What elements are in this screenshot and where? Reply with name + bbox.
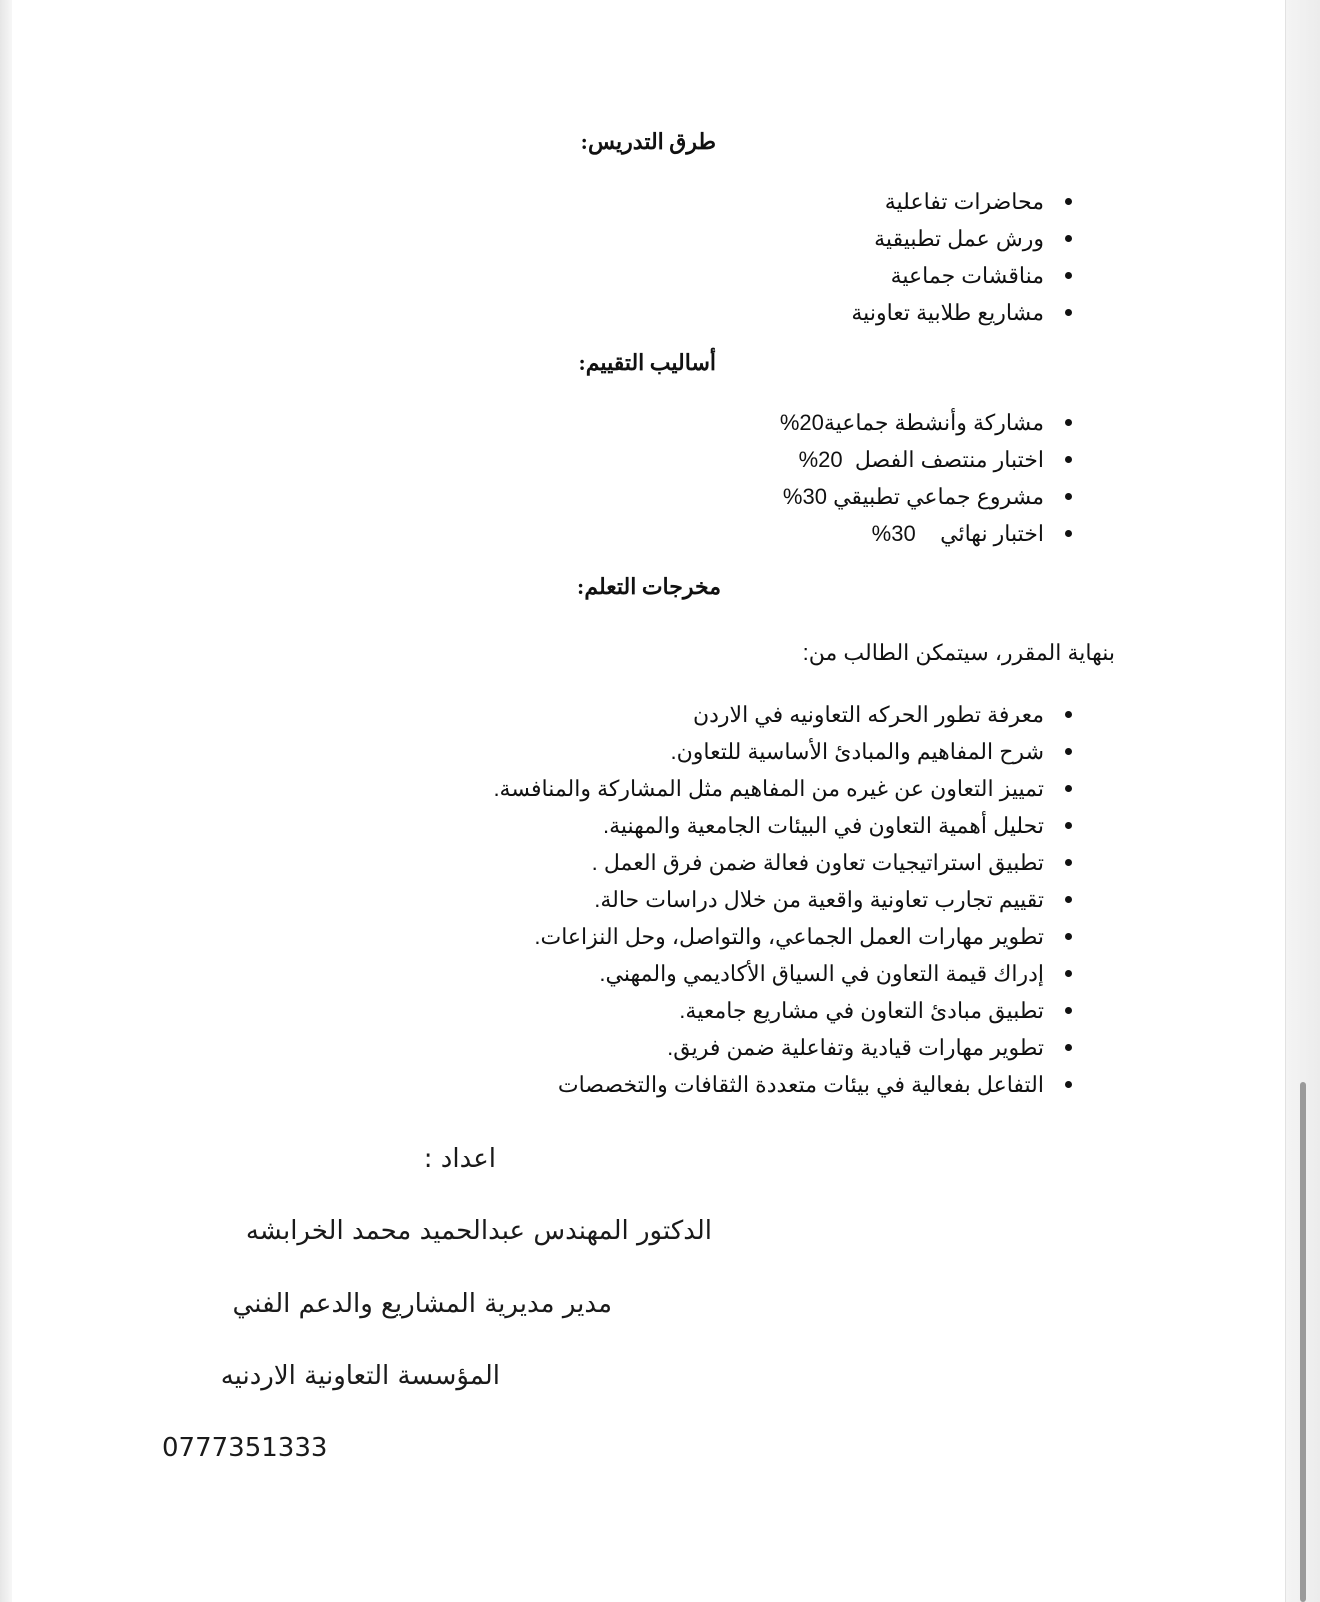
list-item: تطوير مهارات العمل الجماعي، والتواصل، وحل النزاعات. <box>493 918 1074 955</box>
bullet-icon <box>1065 822 1072 829</box>
bullet-icon <box>1065 1081 1072 1088</box>
scrollbar-thumb[interactable] <box>1300 1082 1306 1602</box>
author-name: الدكتور المهندس عبدالحميد محمد الخرابشه <box>245 1216 712 1246</box>
bullet-icon <box>1065 235 1072 242</box>
list-item: مشروع جماعي تطبيقي 30% <box>780 478 1074 515</box>
author-organization: المؤسسة التعاونية الاردنيه <box>220 1361 500 1391</box>
document-page <box>12 0 1286 1602</box>
bullet-icon <box>1065 419 1072 426</box>
bullet-icon <box>1065 530 1072 537</box>
bullet-icon <box>1065 309 1072 316</box>
list-item: اختبار نهائي 30% <box>780 515 1074 552</box>
assessment-heading: أساليب التقييم: <box>578 350 716 375</box>
list-item: تطبيق مبادئ التعاون في مشاريع جامعية. <box>493 992 1074 1029</box>
bullet-icon <box>1065 456 1072 463</box>
author-position: مدير مديرية المشاريع والدعم الفني <box>232 1289 612 1319</box>
bullet-icon <box>1065 785 1072 792</box>
list-item: محاضرات تفاعلية <box>851 183 1074 220</box>
list-item: مشاركة وأنشطة جماعية20% <box>780 404 1074 441</box>
bullet-icon <box>1065 1044 1072 1051</box>
list-item: مناقشات جماعية <box>851 257 1074 294</box>
list-item: تمييز التعاون عن غيره من المفاهيم مثل المشاركة والمنافسة. <box>493 770 1074 807</box>
list-item: شرح المفاهيم والمبادئ الأساسية للتعاون. <box>493 733 1074 770</box>
assessment-list <box>780 404 1074 552</box>
teaching-methods-list <box>851 183 1074 331</box>
bullet-icon <box>1065 859 1072 866</box>
outcomes-heading: مخرجات التعلم: <box>577 574 721 599</box>
bullet-icon <box>1065 711 1072 718</box>
prepared-by-label: اعداد : <box>423 1144 496 1174</box>
list-item: تطوير مهارات قيادية وتفاعلية ضمن فريق. <box>493 1029 1074 1066</box>
list-item: تقييم تجارب تعاونية واقعية من خلال دراسات حالة. <box>493 881 1074 918</box>
page-left-edge <box>0 0 12 1602</box>
list-item: التفاعل بفعالية في بيئات متعددة الثقافات والتخصصات <box>493 1066 1074 1103</box>
list-item: اختبار منتصف الفصل 20% <box>780 441 1074 478</box>
bullet-icon <box>1065 748 1072 755</box>
list-item: تطبيق استراتيجيات تعاون فعالة ضمن فرق العمل . <box>493 844 1074 881</box>
bullet-icon <box>1065 1007 1072 1014</box>
bullet-icon <box>1065 933 1072 940</box>
author-phone: 0777351333 <box>162 1433 328 1463</box>
bullet-icon <box>1065 493 1072 500</box>
teaching-methods-heading: طرق التدريس: <box>580 129 716 154</box>
list-item: إدراك قيمة التعاون في السياق الأكاديمي والمهني. <box>493 955 1074 992</box>
bullet-icon <box>1065 272 1072 279</box>
outcomes-intro: بنهاية المقرر، سيتمكن الطالب من: <box>802 640 1115 665</box>
list-item: تحليل أهمية التعاون في البيئات الجامعية والمهنية. <box>493 807 1074 844</box>
bullet-icon <box>1065 896 1072 903</box>
list-item: معرفة تطور الحركه التعاونيه في الاردن <box>493 696 1074 733</box>
bullet-icon <box>1065 970 1072 977</box>
bullet-icon <box>1065 198 1072 205</box>
list-item: مشاريع طلابية تعاونية <box>851 294 1074 331</box>
outcomes-list <box>493 696 1074 1103</box>
list-item: ورش عمل تطبيقية <box>851 220 1074 257</box>
